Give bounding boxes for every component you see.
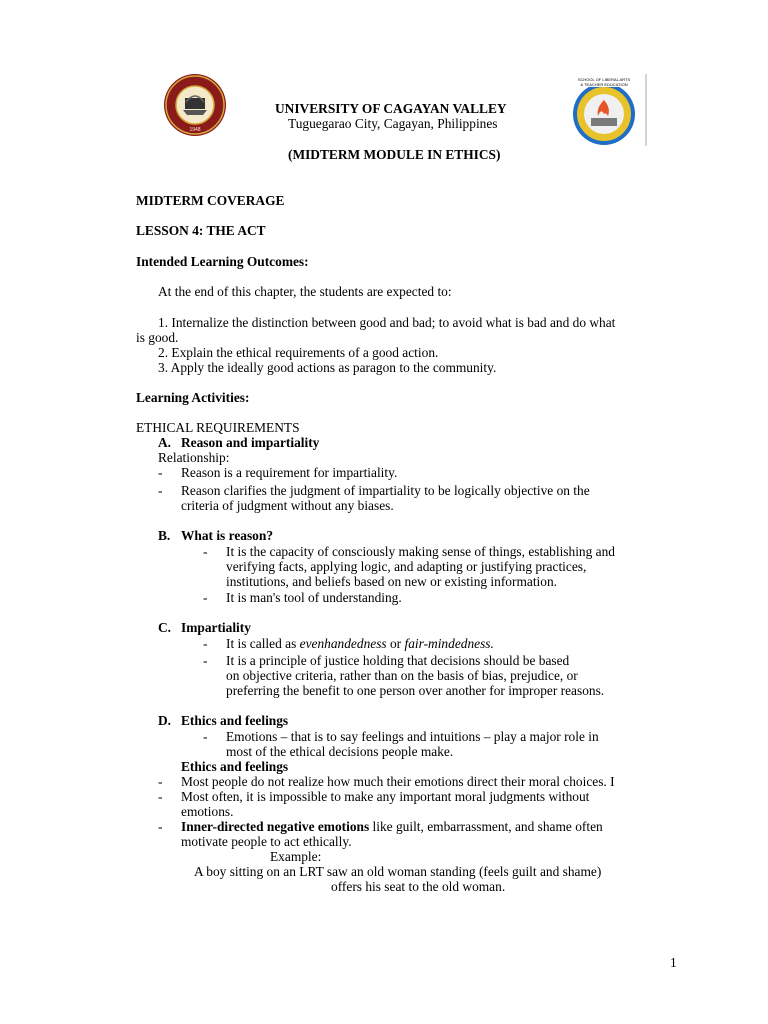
section-d-point-2: Most often, it is impossible to make any important moral judgments without [181,789,590,804]
section-c-bullet-1 [226,636,494,651]
section-d-subheading: Ethics and feelings [181,759,289,774]
ilo-intro: At the end of this chapter, the students are expected to: [158,284,452,299]
bold-term: Inner-directed negative emotions [181,819,370,834]
section-b-bullet-2: It is man's tool of understanding. [226,590,402,605]
section-a-bullet-2: Reason clarifies the judgment of impartiality to be logically objective on the [181,483,590,498]
ilo-item-3: 3. Apply the ideally good actions as paragon to the community. [158,360,497,375]
section-a-title: Reason and impartiality [181,435,320,450]
university-name: UNIVERSITY OF CAGAYAN VALLEY [275,101,507,116]
ethical-requirements-heading: ETHICAL REQUIREMENTS [136,420,300,435]
dash: - [158,819,163,834]
lesson-heading: LESSON 4: THE ACT [136,223,266,238]
page-number: 1 [670,955,677,970]
section-d-point-1: Most people do not realize how much their emotions direct their moral choices. I [181,774,615,789]
ilo-heading: Intended Learning Outcomes: [136,254,309,269]
learning-activities-heading: Learning Activities: [136,390,250,405]
italic-term: fair-mindedness. [404,636,494,651]
ilo-item-1: 1. Internalize the distinction between good and bad; to avoid what is bad and do what [158,315,616,330]
section-a-bullet-2-cont: criteria of judgment without any biases. [181,498,394,513]
example-line-1: A boy sitting on an LRT saw an old woman standing (feels guilt and shame) [194,864,602,879]
section-b-bullet-1: It is the capacity of consciously making sense of things, establishing and [226,544,615,559]
school-seal-logo [560,72,648,148]
section-d-point-3 [181,819,603,834]
section-a-bullet-1: Reason is a requirement for impartiality. [181,465,398,480]
dash: - [203,590,208,605]
svg-text:& TEACHER EDUCATION: & TEACHER EDUCATION [580,82,628,87]
section-d-point-2-cont: emotions. [181,804,234,819]
text: It is called as [226,636,300,651]
ilo-item-1-cont: is good. [136,330,179,345]
section-c-bullet-2: It is a principle of justice holding that decisions should be based [226,653,570,668]
section-c-bullet-2-cont: on objective criteria, rather than on the basis of bias, prejudice, or [226,668,578,683]
section-d-point-3-cont: motivate people to act ethically. [181,834,352,849]
section-d-label: D. [158,713,172,728]
section-b-bullet-1-cont: institutions, and beliefs based on new or existing information. [226,574,557,589]
dash: - [203,729,208,744]
university-seal-logo [163,72,227,138]
section-a-label: A. [158,435,172,450]
dash: - [158,774,163,789]
italic-term: evenhandedness [299,636,387,651]
text: or [386,636,405,651]
module-title: (MIDTERM MODULE IN ETHICS) [288,147,501,162]
example-line-2: offers his seat to the old woman. [331,879,506,894]
ilo-item-2: 2. Explain the ethical requirements of a good action. [158,345,439,360]
section-d-bullet-1: Emotions – that is to say feelings and intuitions – play a major role in [226,729,599,744]
university-address: Tuguegarao City, Cagayan, Philippines [288,116,498,131]
example-label: Example: [270,849,322,864]
midterm-coverage-heading: MIDTERM COVERAGE [136,193,285,208]
section-b-title: What is reason? [181,528,274,543]
section-a-relationship: Relationship: [158,450,230,465]
text: like guilt, embarrassment, and shame often [369,819,603,834]
dash: - [158,789,163,804]
section-d-bullet-1-cont: most of the ethical decisions people make. [226,744,454,759]
dash: - [203,544,208,559]
dash: - [203,653,208,668]
dash: - [203,636,208,651]
section-b-label: B. [158,528,171,543]
dash: - [158,465,163,480]
section-d-title: Ethics and feelings [181,713,289,728]
section-c-title: Impartiality [181,620,251,635]
section-c-label: C. [158,620,172,635]
svg-text:SCHOOL OF LIBERAL ARTS: SCHOOL OF LIBERAL ARTS [577,77,631,82]
section-b-bullet-1-cont: verifying facts, applying logic, and adapting or justifying practices, [226,559,587,574]
dash: - [158,483,163,498]
svg-text:1948: 1948 [189,127,201,133]
section-c-bullet-2-cont: preferring the benefit to one person over another for improper reasons. [226,683,605,698]
